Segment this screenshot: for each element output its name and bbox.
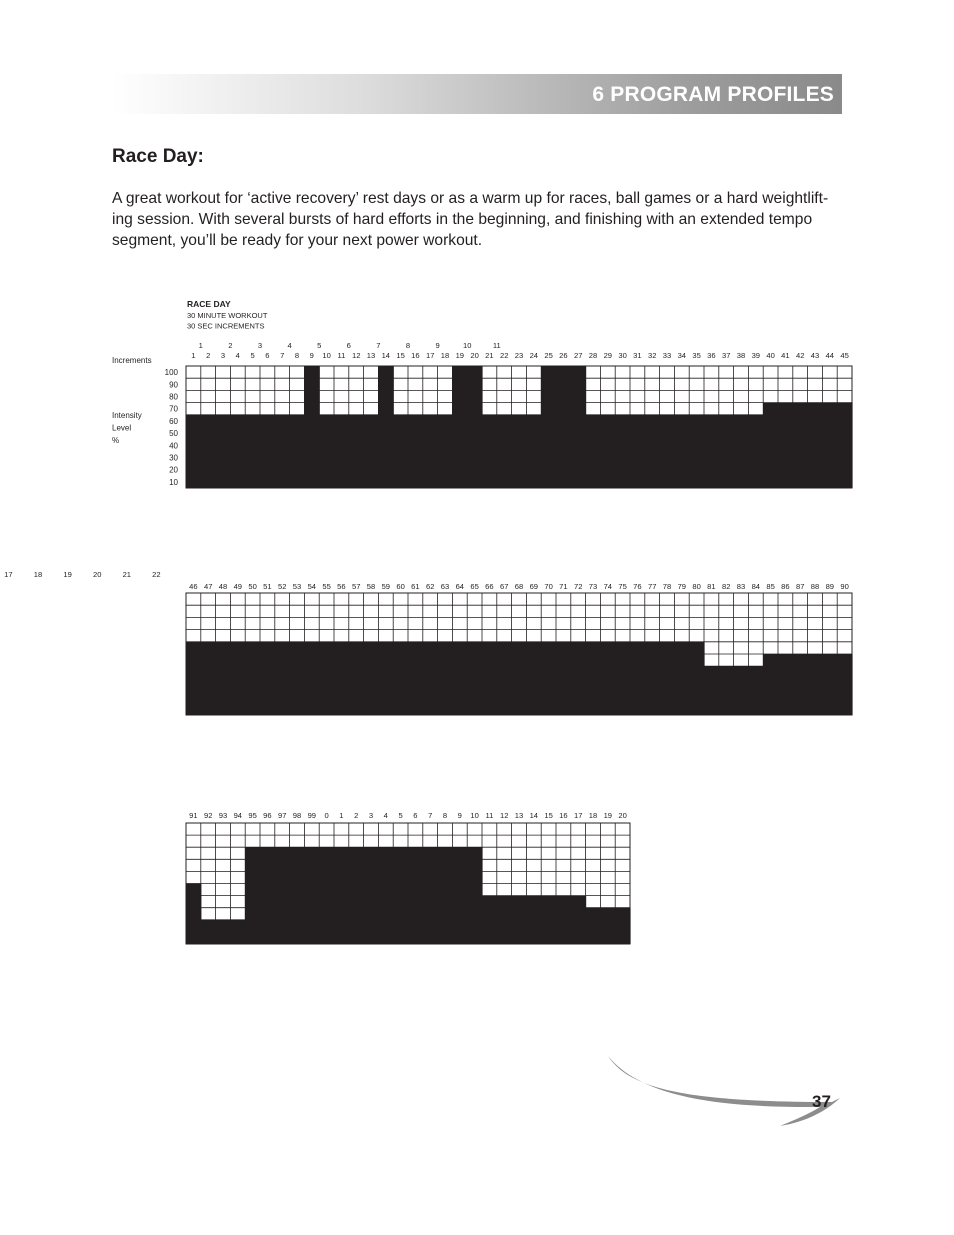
intensity-bar bbox=[319, 415, 334, 488]
intensity-bar bbox=[201, 920, 216, 944]
increment-label: 45 bbox=[840, 351, 849, 360]
intensity-bar bbox=[393, 847, 408, 944]
intensity-bar bbox=[822, 654, 837, 715]
intensity-bar bbox=[290, 415, 305, 488]
increment-label: 20 bbox=[618, 811, 627, 820]
increment-label: 46 bbox=[189, 582, 198, 591]
intensity-bar bbox=[482, 642, 497, 715]
increment-label: 83 bbox=[736, 582, 746, 591]
intensity-bar bbox=[734, 666, 749, 715]
intensity-bar bbox=[319, 642, 334, 715]
chart-title: RACE DAY bbox=[187, 299, 231, 309]
intensity-bar bbox=[512, 415, 527, 488]
intensity-bar bbox=[186, 415, 201, 488]
increment-label: 38 bbox=[736, 351, 746, 360]
intensity-bar bbox=[304, 847, 319, 944]
intensity-bar bbox=[186, 884, 201, 945]
intensity-bar bbox=[660, 415, 675, 488]
intensity-bar bbox=[245, 415, 260, 488]
intensity-bar bbox=[216, 415, 231, 488]
increment-label: 12 bbox=[351, 351, 361, 360]
increment-label: 52 bbox=[277, 582, 287, 591]
intensity-bar bbox=[719, 415, 734, 488]
minute-label: 4 bbox=[287, 341, 292, 350]
chart-subtitle-line: 30 MINUTE WORKOUT bbox=[187, 311, 268, 320]
intensity-bar bbox=[748, 415, 763, 488]
intensity-bar bbox=[304, 366, 319, 488]
increment-label: 89 bbox=[825, 582, 835, 591]
increment-label: 47 bbox=[203, 582, 213, 591]
increment-label: 41 bbox=[781, 351, 790, 360]
intensity-bar bbox=[452, 366, 467, 488]
intensity-bar bbox=[408, 642, 423, 715]
increment-label: 94 bbox=[233, 811, 243, 820]
intensity-bar bbox=[201, 642, 216, 715]
intensity-bar bbox=[467, 642, 482, 715]
increment-label: 64 bbox=[455, 582, 465, 591]
intensity-bar bbox=[482, 896, 497, 944]
y-tick-label: 70 bbox=[169, 404, 178, 414]
increment-label: 74 bbox=[603, 582, 613, 591]
increment-label: 31 bbox=[633, 351, 642, 360]
intensity-bar bbox=[230, 642, 245, 715]
intensity-bar bbox=[822, 403, 837, 488]
increment-label: 15 bbox=[396, 351, 405, 360]
intensity-bar bbox=[704, 415, 719, 488]
intensity-bar bbox=[364, 847, 379, 944]
increment-label: 2 bbox=[354, 811, 359, 820]
intensity-bar bbox=[408, 847, 423, 944]
increment-label: 51 bbox=[263, 582, 272, 591]
increment-label: 71 bbox=[559, 582, 568, 591]
increment-label: 54 bbox=[307, 582, 317, 591]
increment-label: 70 bbox=[544, 582, 553, 591]
intensity-bar bbox=[275, 415, 290, 488]
increment-label: 5 bbox=[398, 811, 403, 820]
intensity-bar bbox=[467, 366, 482, 488]
increment-label: 69 bbox=[529, 582, 539, 591]
intensity-bar bbox=[556, 366, 571, 488]
minute-label: 8 bbox=[405, 341, 411, 350]
intensity-bar bbox=[512, 642, 527, 715]
increment-label: 9 bbox=[309, 351, 314, 360]
intensity-bar bbox=[763, 654, 778, 715]
minute-label: 10 bbox=[462, 341, 472, 350]
y-tick-label: 80 bbox=[169, 392, 178, 402]
intensity-bar bbox=[260, 415, 275, 488]
minute-label: 6 bbox=[346, 341, 351, 350]
increment-label: 77 bbox=[647, 582, 657, 591]
intensity-bar bbox=[438, 847, 453, 944]
increment-label: 57 bbox=[351, 582, 361, 591]
increment-label: 63 bbox=[440, 582, 450, 591]
increment-label: 25 bbox=[544, 351, 553, 360]
intensity-bar bbox=[393, 415, 408, 488]
increment-label: 93 bbox=[218, 811, 228, 820]
y-axis-label-line: % bbox=[112, 436, 120, 445]
intensity-bar bbox=[645, 642, 660, 715]
intensity-bar bbox=[512, 896, 527, 944]
intensity-bar bbox=[719, 666, 734, 715]
increment-label: 8 bbox=[294, 351, 300, 360]
increment-label: 43 bbox=[810, 351, 820, 360]
intensity-bar bbox=[260, 642, 275, 715]
increment-label: 35 bbox=[692, 351, 701, 360]
intensity-bar bbox=[438, 415, 453, 488]
intensity-bar bbox=[541, 366, 556, 488]
intensity-bar bbox=[808, 654, 823, 715]
intensity-bar bbox=[600, 642, 615, 715]
minute-label: 11 bbox=[492, 341, 501, 350]
increment-label: 50 bbox=[248, 582, 257, 591]
intensity-bar bbox=[378, 847, 393, 944]
increment-label: 72 bbox=[573, 582, 583, 591]
intensity-bar bbox=[541, 896, 556, 944]
intensity-bar bbox=[689, 642, 704, 715]
intensity-bar bbox=[837, 654, 852, 715]
intensity-bar bbox=[438, 642, 453, 715]
increment-label: 97 bbox=[277, 811, 287, 820]
increment-label: 13 bbox=[514, 811, 524, 820]
intensity-bar bbox=[615, 642, 630, 715]
increment-label: 15 bbox=[544, 811, 553, 820]
minute-label: 20 bbox=[92, 570, 102, 579]
intensity-bar bbox=[408, 415, 423, 488]
intensity-bar bbox=[734, 415, 749, 488]
y-axis-increments-label: Increments bbox=[112, 356, 152, 365]
increment-label: 9 bbox=[457, 811, 462, 820]
increment-label: 24 bbox=[529, 351, 539, 360]
increment-label: 19 bbox=[603, 811, 613, 820]
intensity-bar bbox=[778, 654, 793, 715]
increment-label: 3 bbox=[220, 351, 226, 360]
increment-label: 86 bbox=[781, 582, 790, 591]
increment-label: 16 bbox=[411, 351, 420, 360]
intensity-bar bbox=[660, 642, 675, 715]
intensity-bar bbox=[808, 403, 823, 488]
increment-label: 48 bbox=[218, 582, 228, 591]
y-tick-label: 90 bbox=[169, 380, 178, 390]
increment-label: 82 bbox=[721, 582, 731, 591]
intensity-bar bbox=[304, 642, 319, 715]
increment-label: 23 bbox=[514, 351, 524, 360]
increment-label: 1 bbox=[191, 351, 196, 360]
page-heading: Race Day: bbox=[112, 146, 204, 167]
increment-label: 59 bbox=[381, 582, 391, 591]
increment-label: 18 bbox=[440, 351, 450, 360]
y-tick-label: 20 bbox=[169, 465, 178, 475]
increment-label: 91 bbox=[189, 811, 198, 820]
increment-label: 7 bbox=[428, 811, 433, 820]
increment-label: 14 bbox=[529, 811, 539, 820]
intensity-bar bbox=[201, 415, 216, 488]
increment-label: 17 bbox=[573, 811, 583, 820]
increment-label: 34 bbox=[677, 351, 687, 360]
intensity-bar bbox=[334, 415, 349, 488]
increment-label: 21 bbox=[485, 351, 494, 360]
increment-label: 61 bbox=[411, 582, 420, 591]
intensity-bar bbox=[349, 847, 364, 944]
intensity-bar bbox=[571, 642, 586, 715]
intensity-bar bbox=[482, 415, 497, 488]
increment-label: 53 bbox=[292, 582, 302, 591]
minute-label: 1 bbox=[198, 341, 203, 350]
increment-label: 39 bbox=[751, 351, 761, 360]
increment-label: 92 bbox=[203, 811, 213, 820]
intensity-bar bbox=[452, 642, 467, 715]
increment-label: 40 bbox=[766, 351, 775, 360]
intensity-bar bbox=[216, 920, 231, 944]
increment-label: 22 bbox=[499, 351, 509, 360]
intensity-bar bbox=[586, 415, 601, 488]
y-axis-label-line: Intensity bbox=[112, 411, 142, 420]
intensity-bar bbox=[186, 642, 201, 715]
minute-label: 19 bbox=[63, 570, 72, 579]
intensity-bar bbox=[793, 403, 808, 488]
increment-label: 95 bbox=[248, 811, 257, 820]
increment-label: 14 bbox=[381, 351, 391, 360]
y-tick-label: 40 bbox=[169, 441, 178, 451]
intensity-bar bbox=[275, 847, 290, 944]
increment-label: 30 bbox=[618, 351, 627, 360]
intensity-bar bbox=[630, 642, 645, 715]
intensity-bar bbox=[645, 415, 660, 488]
intensity-bar bbox=[556, 642, 571, 715]
increment-label: 0 bbox=[324, 811, 329, 820]
intensity-bar bbox=[793, 654, 808, 715]
intensity-bar bbox=[778, 403, 793, 488]
y-tick-label: 100 bbox=[164, 368, 178, 378]
intensity-bar bbox=[423, 642, 438, 715]
intensity-bar bbox=[615, 415, 630, 488]
increment-label: 32 bbox=[647, 351, 657, 360]
section-title: 6 PROGRAM PROFILES bbox=[592, 83, 834, 106]
minute-label: 3 bbox=[257, 341, 263, 350]
intensity-bar bbox=[586, 908, 601, 944]
minute-label: 9 bbox=[435, 341, 440, 350]
increment-label: 29 bbox=[603, 351, 613, 360]
intensity-bar bbox=[245, 847, 260, 944]
increment-label: 99 bbox=[307, 811, 317, 820]
intensity-bar bbox=[245, 642, 260, 715]
intensity-bar bbox=[467, 847, 482, 944]
increment-label: 98 bbox=[292, 811, 302, 820]
minute-label: 22 bbox=[152, 570, 161, 579]
page-number: 37 bbox=[812, 1092, 831, 1111]
increment-label: 96 bbox=[263, 811, 272, 820]
chart-subtitle-line: 30 SEC INCREMENTS bbox=[187, 321, 265, 331]
intensity-bar bbox=[349, 415, 364, 488]
increment-label: 20 bbox=[470, 351, 479, 360]
increment-label: 67 bbox=[499, 582, 509, 591]
intensity-bar bbox=[748, 666, 763, 715]
intensity-bar bbox=[556, 896, 571, 944]
intensity-bar bbox=[526, 415, 541, 488]
intensity-bar bbox=[423, 415, 438, 488]
minute-label: 5 bbox=[317, 341, 322, 350]
intensity-bar bbox=[541, 642, 556, 715]
y-axis-label-line: Level bbox=[112, 423, 132, 433]
increment-label: 73 bbox=[588, 582, 598, 591]
increment-label: 28 bbox=[588, 351, 598, 360]
intensity-bar bbox=[319, 847, 334, 944]
intensity-bar bbox=[230, 415, 245, 488]
increment-label: 12 bbox=[499, 811, 509, 820]
increment-label: 84 bbox=[751, 582, 761, 591]
increment-label: 8 bbox=[442, 811, 448, 820]
minute-label: 21 bbox=[122, 570, 132, 579]
increment-label: 36 bbox=[707, 351, 716, 360]
intensity-bar bbox=[378, 642, 393, 715]
increment-label: 60 bbox=[396, 582, 405, 591]
increment-label: 56 bbox=[337, 582, 346, 591]
increment-label: 4 bbox=[235, 351, 240, 360]
intensity-bar bbox=[571, 896, 586, 944]
increment-label: 26 bbox=[559, 351, 568, 360]
intensity-bar bbox=[334, 847, 349, 944]
increment-label: 76 bbox=[633, 582, 642, 591]
increment-label: 87 bbox=[795, 582, 805, 591]
increment-label: 5 bbox=[250, 351, 255, 360]
intensity-bar bbox=[378, 366, 393, 488]
intensity-bar bbox=[497, 896, 512, 944]
increment-label: 6 bbox=[265, 351, 270, 360]
intensity-bar bbox=[230, 920, 245, 944]
intensity-bar bbox=[349, 642, 364, 715]
increment-label: 44 bbox=[825, 351, 835, 360]
increment-label: 37 bbox=[721, 351, 731, 360]
increment-label: 80 bbox=[692, 582, 701, 591]
increment-label: 81 bbox=[707, 582, 716, 591]
increment-label: 42 bbox=[795, 351, 805, 360]
intensity-bar bbox=[290, 847, 305, 944]
increment-label: 10 bbox=[470, 811, 479, 820]
increment-label: 17 bbox=[425, 351, 435, 360]
intensity-bar bbox=[452, 847, 467, 944]
intensity-bar bbox=[526, 642, 541, 715]
intensity-bar bbox=[290, 642, 305, 715]
increment-label: 68 bbox=[514, 582, 524, 591]
y-tick-label: 10 bbox=[169, 477, 178, 487]
increment-label: 19 bbox=[455, 351, 465, 360]
intensity-bar bbox=[423, 847, 438, 944]
increment-label: 58 bbox=[366, 582, 376, 591]
y-tick-label: 50 bbox=[169, 429, 178, 439]
minute-label: 18 bbox=[33, 570, 43, 579]
intensity-bar bbox=[615, 908, 630, 944]
increment-label: 1 bbox=[339, 811, 344, 820]
increment-label: 78 bbox=[662, 582, 672, 591]
intensity-bar bbox=[393, 642, 408, 715]
intensity-bar bbox=[630, 415, 645, 488]
intensity-bar bbox=[704, 666, 719, 715]
increment-label: 85 bbox=[766, 582, 775, 591]
intensity-bar bbox=[275, 642, 290, 715]
intensity-bar bbox=[334, 642, 349, 715]
increment-label: 55 bbox=[322, 582, 331, 591]
increment-label: 4 bbox=[383, 811, 388, 820]
intensity-bar bbox=[586, 642, 601, 715]
increment-label: 62 bbox=[425, 582, 435, 591]
intro-paragraph: A great workout for ‘active recovery’ rest days or as a warm up for races, ball games or a hard weightlift-ing session. With several bursts of hard efforts in the beginning, and finishing with an extended tempo segment, you’ll be ready for your next power workout. bbox=[112, 190, 829, 249]
increment-label: 66 bbox=[485, 582, 494, 591]
increment-label: 13 bbox=[366, 351, 376, 360]
increment-label: 65 bbox=[470, 582, 479, 591]
increment-label: 18 bbox=[588, 811, 598, 820]
intensity-bar bbox=[600, 908, 615, 944]
increment-label: 7 bbox=[280, 351, 285, 360]
minute-label: 17 bbox=[4, 570, 13, 579]
intensity-bar bbox=[497, 642, 512, 715]
increment-label: 3 bbox=[368, 811, 374, 820]
y-tick-label: 60 bbox=[169, 416, 178, 426]
increment-label: 6 bbox=[413, 811, 418, 820]
intensity-bar bbox=[497, 415, 512, 488]
minute-label: 2 bbox=[228, 341, 233, 350]
increment-label: 79 bbox=[677, 582, 687, 591]
intensity-bar bbox=[674, 415, 689, 488]
increment-label: 88 bbox=[810, 582, 820, 591]
intensity-bar bbox=[674, 642, 689, 715]
intensity-bar bbox=[837, 403, 852, 488]
intensity-bar bbox=[571, 366, 586, 488]
minute-label: 7 bbox=[376, 341, 381, 350]
intensity-bar bbox=[364, 642, 379, 715]
intensity-bar bbox=[216, 642, 231, 715]
increment-label: 11 bbox=[337, 351, 346, 360]
increment-label: 11 bbox=[485, 811, 494, 820]
intensity-bar bbox=[600, 415, 615, 488]
increment-label: 10 bbox=[322, 351, 331, 360]
increment-label: 49 bbox=[233, 582, 243, 591]
increment-label: 33 bbox=[662, 351, 672, 360]
intensity-bar bbox=[689, 415, 704, 488]
increment-label: 27 bbox=[573, 351, 583, 360]
increment-label: 90 bbox=[840, 582, 849, 591]
intensity-bar bbox=[763, 403, 778, 488]
y-tick-label: 30 bbox=[169, 453, 178, 463]
increment-label: 16 bbox=[559, 811, 568, 820]
increment-label: 75 bbox=[618, 582, 627, 591]
intensity-bar bbox=[526, 896, 541, 944]
intensity-bar bbox=[260, 847, 275, 944]
intensity-bar bbox=[364, 415, 379, 488]
increment-label: 2 bbox=[206, 351, 211, 360]
